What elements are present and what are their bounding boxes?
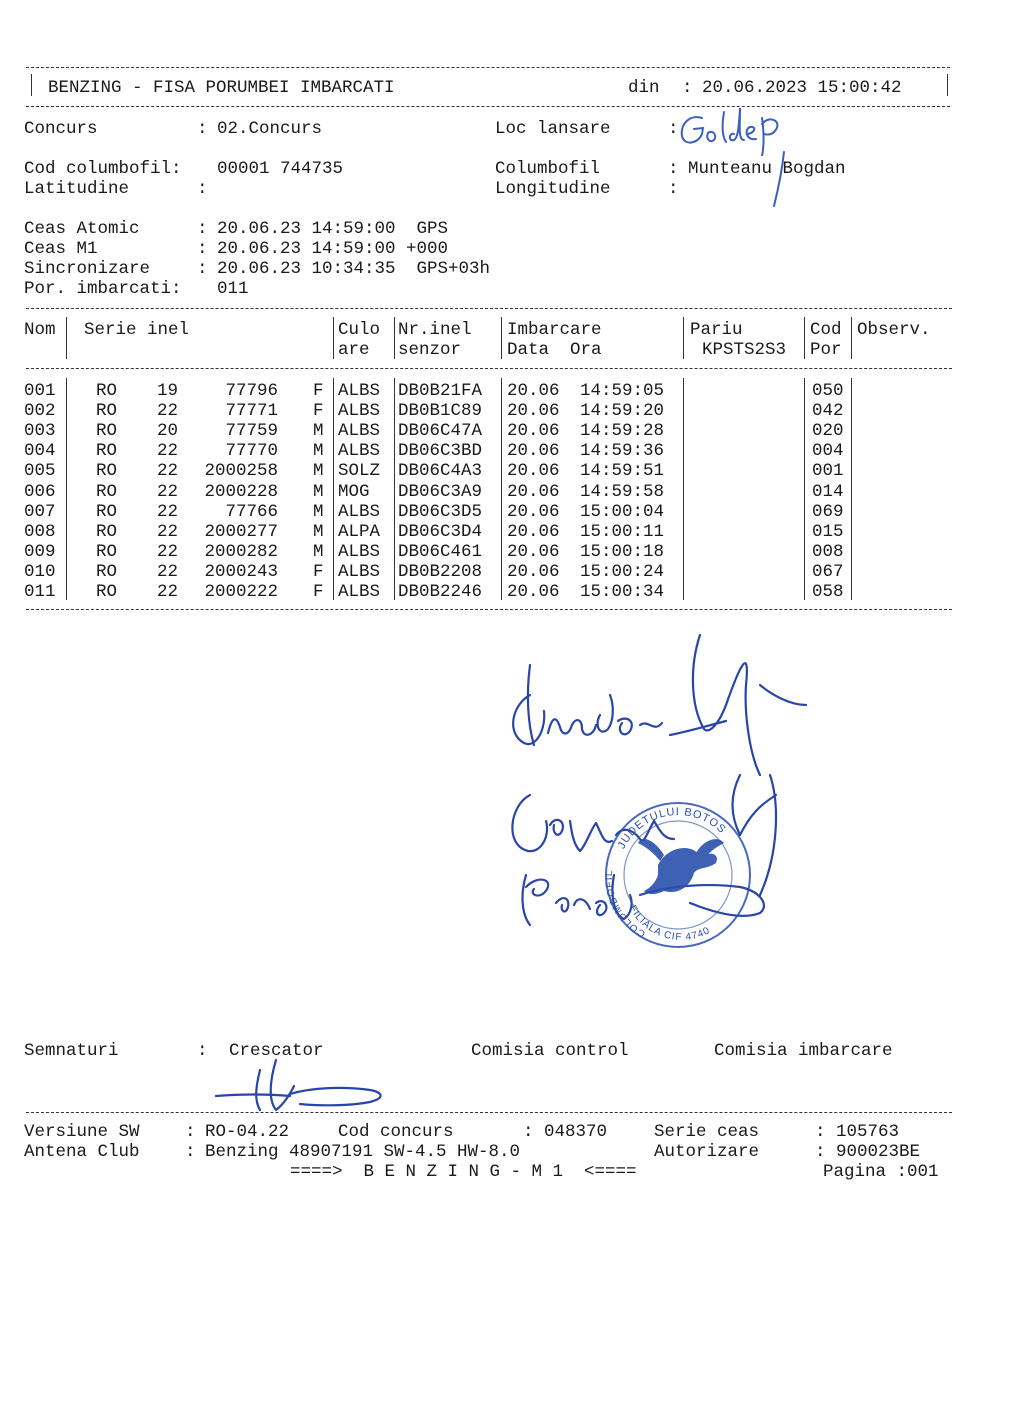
cell-nom: 004 bbox=[24, 441, 56, 462]
cell-ora: 14:59:20 bbox=[580, 401, 665, 422]
cell-culoare: ALBS bbox=[338, 582, 381, 602]
longitudine-colon: : bbox=[668, 179, 679, 199]
cell-cod: 015 bbox=[812, 521, 844, 542]
cell-sex: M bbox=[313, 501, 324, 522]
cell-ora: 14:59:58 bbox=[580, 481, 665, 502]
cell-data: 20.06 bbox=[507, 561, 560, 582]
col-header-nom: Nom bbox=[24, 320, 56, 340]
cell-tara: RO bbox=[96, 421, 118, 442]
col-divider-nom bbox=[66, 317, 67, 359]
cell-senzor: DB06C3BD bbox=[398, 441, 483, 462]
cell-ora: 14:59:51 bbox=[580, 461, 665, 482]
autorizare-colon: : bbox=[815, 1142, 826, 1162]
cell-sex: M bbox=[313, 421, 324, 442]
cod-concurs-colon: : bbox=[523, 1122, 534, 1142]
cell-an: 22 bbox=[157, 501, 179, 522]
cell-inel: 77770 bbox=[225, 441, 278, 462]
columbofil-pen-stroke bbox=[770, 150, 790, 210]
antena-label: Antena Club bbox=[24, 1142, 140, 1162]
ceas-m1-label: Ceas M1 bbox=[24, 239, 98, 259]
cell-data: 20.06 bbox=[507, 501, 560, 522]
cell-nom: 010 bbox=[24, 561, 56, 582]
table-top-rule bbox=[26, 308, 952, 309]
brand-line: ====> B E N Z I N G - M 1 <==== bbox=[290, 1162, 637, 1182]
cell-tara: RO bbox=[96, 541, 118, 562]
col-header-cod-2: Por bbox=[810, 340, 842, 360]
cell-nom: 011 bbox=[24, 582, 56, 602]
por-imbarcati-label: Por. imbarcati: bbox=[24, 279, 182, 299]
antena-colon: : bbox=[185, 1142, 196, 1162]
cell-nom: 003 bbox=[24, 421, 56, 442]
stamp-bottom-text: FILIALA CIF 4740 bbox=[626, 903, 713, 944]
cod-concurs-value: 048370 bbox=[544, 1122, 608, 1142]
cell-inel: 2000258 bbox=[204, 461, 278, 482]
table-bottom-rule bbox=[26, 609, 952, 610]
cell-senzor: DB0B1C89 bbox=[398, 401, 483, 422]
col-divider-senzor bbox=[501, 317, 502, 359]
cell-an: 22 bbox=[157, 541, 179, 562]
cod-concurs-label: Cod concurs bbox=[338, 1122, 454, 1142]
cell-culoare: ALBS bbox=[338, 381, 381, 401]
cell-an: 22 bbox=[157, 461, 179, 482]
cell-an: 22 bbox=[157, 561, 179, 582]
signature-comisia-control-label: Comisia control bbox=[471, 1041, 629, 1061]
cell-data: 20.06 bbox=[507, 521, 560, 542]
cell-nom: 001 bbox=[24, 381, 56, 401]
cell-cod: 014 bbox=[812, 481, 844, 502]
cell-an: 22 bbox=[157, 401, 179, 422]
antena-value: Benzing 48907191 SW-4.5 HW-8.0 bbox=[205, 1142, 521, 1162]
cell-inel: 2000282 bbox=[204, 541, 278, 562]
pigeon-icon bbox=[638, 839, 724, 894]
semnaturi-colon: : bbox=[197, 1041, 208, 1061]
stamp-top-text: JUDETULUI BOTOS bbox=[615, 805, 729, 851]
cell-cod: 042 bbox=[812, 401, 844, 422]
table-row bbox=[0, 502, 960, 522]
sincronizare-value: 20.06.23 10:34:35 GPS+03h bbox=[217, 259, 491, 279]
ceas-m1-colon: : bbox=[197, 239, 208, 259]
cell-cod: 020 bbox=[812, 421, 844, 442]
cell-data: 20.06 bbox=[507, 481, 560, 502]
cell-inel: 77796 bbox=[225, 381, 278, 401]
table-row bbox=[0, 401, 960, 421]
cell-data: 20.06 bbox=[507, 582, 560, 602]
date-label: din bbox=[628, 78, 660, 98]
cell-cod: 058 bbox=[812, 582, 844, 602]
cell-sex: F bbox=[313, 582, 324, 602]
stamp-left-text: COLUMBOFIL bbox=[603, 869, 648, 940]
table-header-rule bbox=[26, 368, 952, 369]
loc-lansare-colon: : bbox=[668, 119, 679, 139]
col-header-culoare-2: are bbox=[338, 340, 370, 360]
cell-inel: 77771 bbox=[225, 401, 278, 422]
cell-senzor: DB06C3A9 bbox=[398, 481, 483, 502]
col-divider-imbarcare bbox=[683, 317, 684, 359]
cell-ora: 15:00:04 bbox=[580, 501, 665, 522]
cell-culoare: MOG bbox=[338, 481, 370, 502]
cell-culoare: ALPA bbox=[338, 521, 381, 542]
cell-culoare: ALBS bbox=[338, 401, 381, 422]
cell-nom: 002 bbox=[24, 401, 56, 422]
cell-data: 20.06 bbox=[507, 461, 560, 482]
cell-tara: RO bbox=[96, 561, 118, 582]
cell-inel: 77759 bbox=[225, 421, 278, 442]
cell-nom: 007 bbox=[24, 501, 56, 522]
cell-ora: 14:59:36 bbox=[580, 441, 665, 462]
table-row bbox=[0, 542, 960, 562]
cell-an: 22 bbox=[157, 441, 179, 462]
col-header-pariu-1: Pariu bbox=[690, 320, 743, 340]
semnaturi-label: Semnaturi bbox=[24, 1041, 119, 1061]
cod-columbofil-label: Cod columbofil: bbox=[24, 159, 182, 179]
cell-culoare: SOLZ bbox=[338, 461, 381, 482]
columbofil-label: Columbofil bbox=[495, 159, 601, 179]
cell-nom: 009 bbox=[24, 541, 56, 562]
cell-tara: RO bbox=[96, 381, 118, 401]
cell-tara: RO bbox=[96, 461, 118, 482]
cell-culoare: ALBS bbox=[338, 501, 381, 522]
cell-tara: RO bbox=[96, 521, 118, 542]
concurs-value: 02.Concurs bbox=[217, 119, 323, 139]
cell-inel: 2000277 bbox=[204, 521, 278, 542]
cell-ora: 15:00:24 bbox=[580, 561, 665, 582]
cell-cod: 008 bbox=[812, 541, 844, 562]
table-row bbox=[0, 441, 960, 461]
header-right-border bbox=[947, 74, 948, 96]
cod-columbofil-value: 00001 744735 bbox=[217, 159, 344, 179]
date-colon: : bbox=[682, 78, 693, 98]
ceas-m1-value: 20.06.23 14:59:00 +000 bbox=[217, 239, 449, 259]
cell-sex: M bbox=[313, 521, 324, 542]
col-divider-culoare bbox=[394, 317, 395, 359]
loc-lansare-handwritten bbox=[672, 96, 832, 156]
header-left-border bbox=[31, 74, 32, 96]
table-row bbox=[0, 421, 960, 441]
signature-comisia-imbarcare-label: Comisia imbarcare bbox=[714, 1041, 893, 1061]
cell-ora: 14:59:05 bbox=[580, 381, 665, 401]
date-value: 20.06.2023 15:00:42 bbox=[702, 78, 902, 98]
cell-nom: 006 bbox=[24, 481, 56, 502]
cell-sex: F bbox=[313, 401, 324, 422]
cell-sex: M bbox=[313, 541, 324, 562]
table-row bbox=[0, 482, 960, 502]
cell-culoare: ALBS bbox=[338, 561, 381, 582]
cell-senzor: DB06C4A3 bbox=[398, 461, 483, 482]
versiune-colon: : bbox=[185, 1122, 196, 1142]
concurs-colon: : bbox=[197, 119, 208, 139]
cell-senzor: DB0B2208 bbox=[398, 561, 483, 582]
cell-an: 22 bbox=[157, 521, 179, 542]
latitudine-label: Latitudine bbox=[24, 179, 130, 199]
cell-tara: RO bbox=[96, 441, 118, 462]
cell-senzor: DB06C461 bbox=[398, 541, 483, 562]
cell-sex: F bbox=[313, 561, 324, 582]
cell-nom: 008 bbox=[24, 521, 56, 542]
sincronizare-colon: : bbox=[197, 259, 208, 279]
cell-tara: RO bbox=[96, 401, 118, 422]
cell-an: 20 bbox=[157, 421, 179, 442]
cell-tara: RO bbox=[96, 582, 118, 602]
cell-senzor: DB06C3D4 bbox=[398, 521, 483, 542]
cell-an: 22 bbox=[157, 481, 179, 502]
cell-data: 20.06 bbox=[507, 401, 560, 422]
columbofil-colon: : bbox=[668, 159, 679, 179]
cell-culoare: ALBS bbox=[338, 441, 381, 462]
cell-sex: M bbox=[313, 441, 324, 462]
cell-an: 22 bbox=[157, 582, 179, 602]
ceas-atomic-colon: : bbox=[197, 219, 208, 239]
cell-senzor: DB0B2246 bbox=[398, 582, 483, 602]
header-top-rule bbox=[26, 67, 950, 68]
longitudine-label: Longitudine bbox=[495, 179, 611, 199]
sincronizare-label: Sincronizare bbox=[24, 259, 151, 279]
col-header-nrinel-2: senzor bbox=[398, 340, 462, 360]
columbofil-value: Munteanu Bogdan bbox=[688, 159, 846, 179]
col-header-cod-1: Cod bbox=[810, 320, 842, 340]
concurs-label: Concurs bbox=[24, 119, 98, 139]
footer-rule bbox=[26, 1112, 952, 1113]
cell-data: 20.06 bbox=[507, 421, 560, 442]
cell-sex: F bbox=[313, 381, 324, 401]
versiune-value: RO-04.22 bbox=[205, 1122, 290, 1142]
col-header-imbarcare-1: Imbarcare bbox=[507, 320, 602, 340]
serie-ceas-value: 105763 bbox=[836, 1122, 900, 1142]
col-header-observ: Observ. bbox=[857, 320, 931, 340]
latitudine-colon: : bbox=[197, 179, 208, 199]
versiune-label: Versiune SW bbox=[24, 1122, 140, 1142]
col-divider-serie bbox=[333, 317, 334, 359]
club-stamp bbox=[598, 795, 758, 955]
loc-lansare-label: Loc lansare bbox=[495, 119, 611, 139]
cell-ora: 14:59:28 bbox=[580, 421, 665, 442]
document-title: BENZING - FISA PORUMBEI IMBARCATI bbox=[48, 78, 395, 98]
cell-sex: M bbox=[313, 461, 324, 482]
col-divider-pariu bbox=[804, 317, 805, 359]
signature-crescator-label: Crescator bbox=[229, 1041, 324, 1061]
col-divider-cod bbox=[851, 317, 852, 359]
col-header-nrinel-1: Nr.inel bbox=[398, 320, 472, 340]
cell-inel: 2000243 bbox=[204, 561, 278, 582]
cell-cod: 001 bbox=[812, 461, 844, 482]
autorizare-value: 900023BE bbox=[836, 1142, 921, 1162]
cell-tara: RO bbox=[96, 481, 118, 502]
cell-nom: 005 bbox=[24, 461, 56, 482]
table-row bbox=[0, 461, 960, 481]
table-row bbox=[0, 582, 960, 602]
cell-senzor: DB06C47A bbox=[398, 421, 483, 442]
cell-culoare: ALBS bbox=[338, 541, 381, 562]
cell-data: 20.06 bbox=[507, 541, 560, 562]
cell-inel: 2000222 bbox=[204, 582, 278, 602]
table-row bbox=[0, 381, 960, 401]
cell-inel: 77766 bbox=[225, 501, 278, 522]
serie-ceas-colon: : bbox=[815, 1122, 826, 1142]
col-header-pariu-2: KPSTS2S3 bbox=[702, 340, 787, 360]
cell-cod: 050 bbox=[812, 381, 844, 401]
cell-cod: 004 bbox=[812, 441, 844, 462]
col-header-imbarcare-2: Data Ora bbox=[507, 340, 602, 360]
cell-an: 19 bbox=[157, 381, 179, 401]
pagina: Pagina :001 bbox=[823, 1162, 939, 1182]
col-header-culoare-1: Culo bbox=[338, 320, 381, 340]
autorizare-label: Autorizare bbox=[654, 1142, 760, 1162]
table-row bbox=[0, 562, 960, 582]
table-row bbox=[0, 522, 960, 542]
serie-ceas-label: Serie ceas bbox=[654, 1122, 760, 1142]
ceas-atomic-value: 20.06.23 14:59:00 GPS bbox=[217, 219, 449, 239]
cell-senzor: DB0B21FA bbox=[398, 381, 483, 401]
cell-cod: 069 bbox=[812, 501, 844, 522]
cell-culoare: ALBS bbox=[338, 421, 381, 442]
cell-senzor: DB06C3D5 bbox=[398, 501, 483, 522]
cell-ora: 15:00:34 bbox=[580, 582, 665, 602]
por-imbarcati-value: 011 bbox=[217, 279, 249, 299]
cell-cod: 067 bbox=[812, 561, 844, 582]
cell-sex: M bbox=[313, 481, 324, 502]
ceas-atomic-label: Ceas Atomic bbox=[24, 219, 140, 239]
cell-ora: 15:00:18 bbox=[580, 541, 665, 562]
cell-ora: 15:00:11 bbox=[580, 521, 665, 542]
cell-data: 20.06 bbox=[507, 381, 560, 401]
crescator-signature bbox=[210, 1050, 400, 1120]
cell-tara: RO bbox=[96, 501, 118, 522]
cell-data: 20.06 bbox=[507, 441, 560, 462]
cell-inel: 2000228 bbox=[204, 481, 278, 502]
col-header-serie: Serie inel bbox=[84, 320, 190, 340]
